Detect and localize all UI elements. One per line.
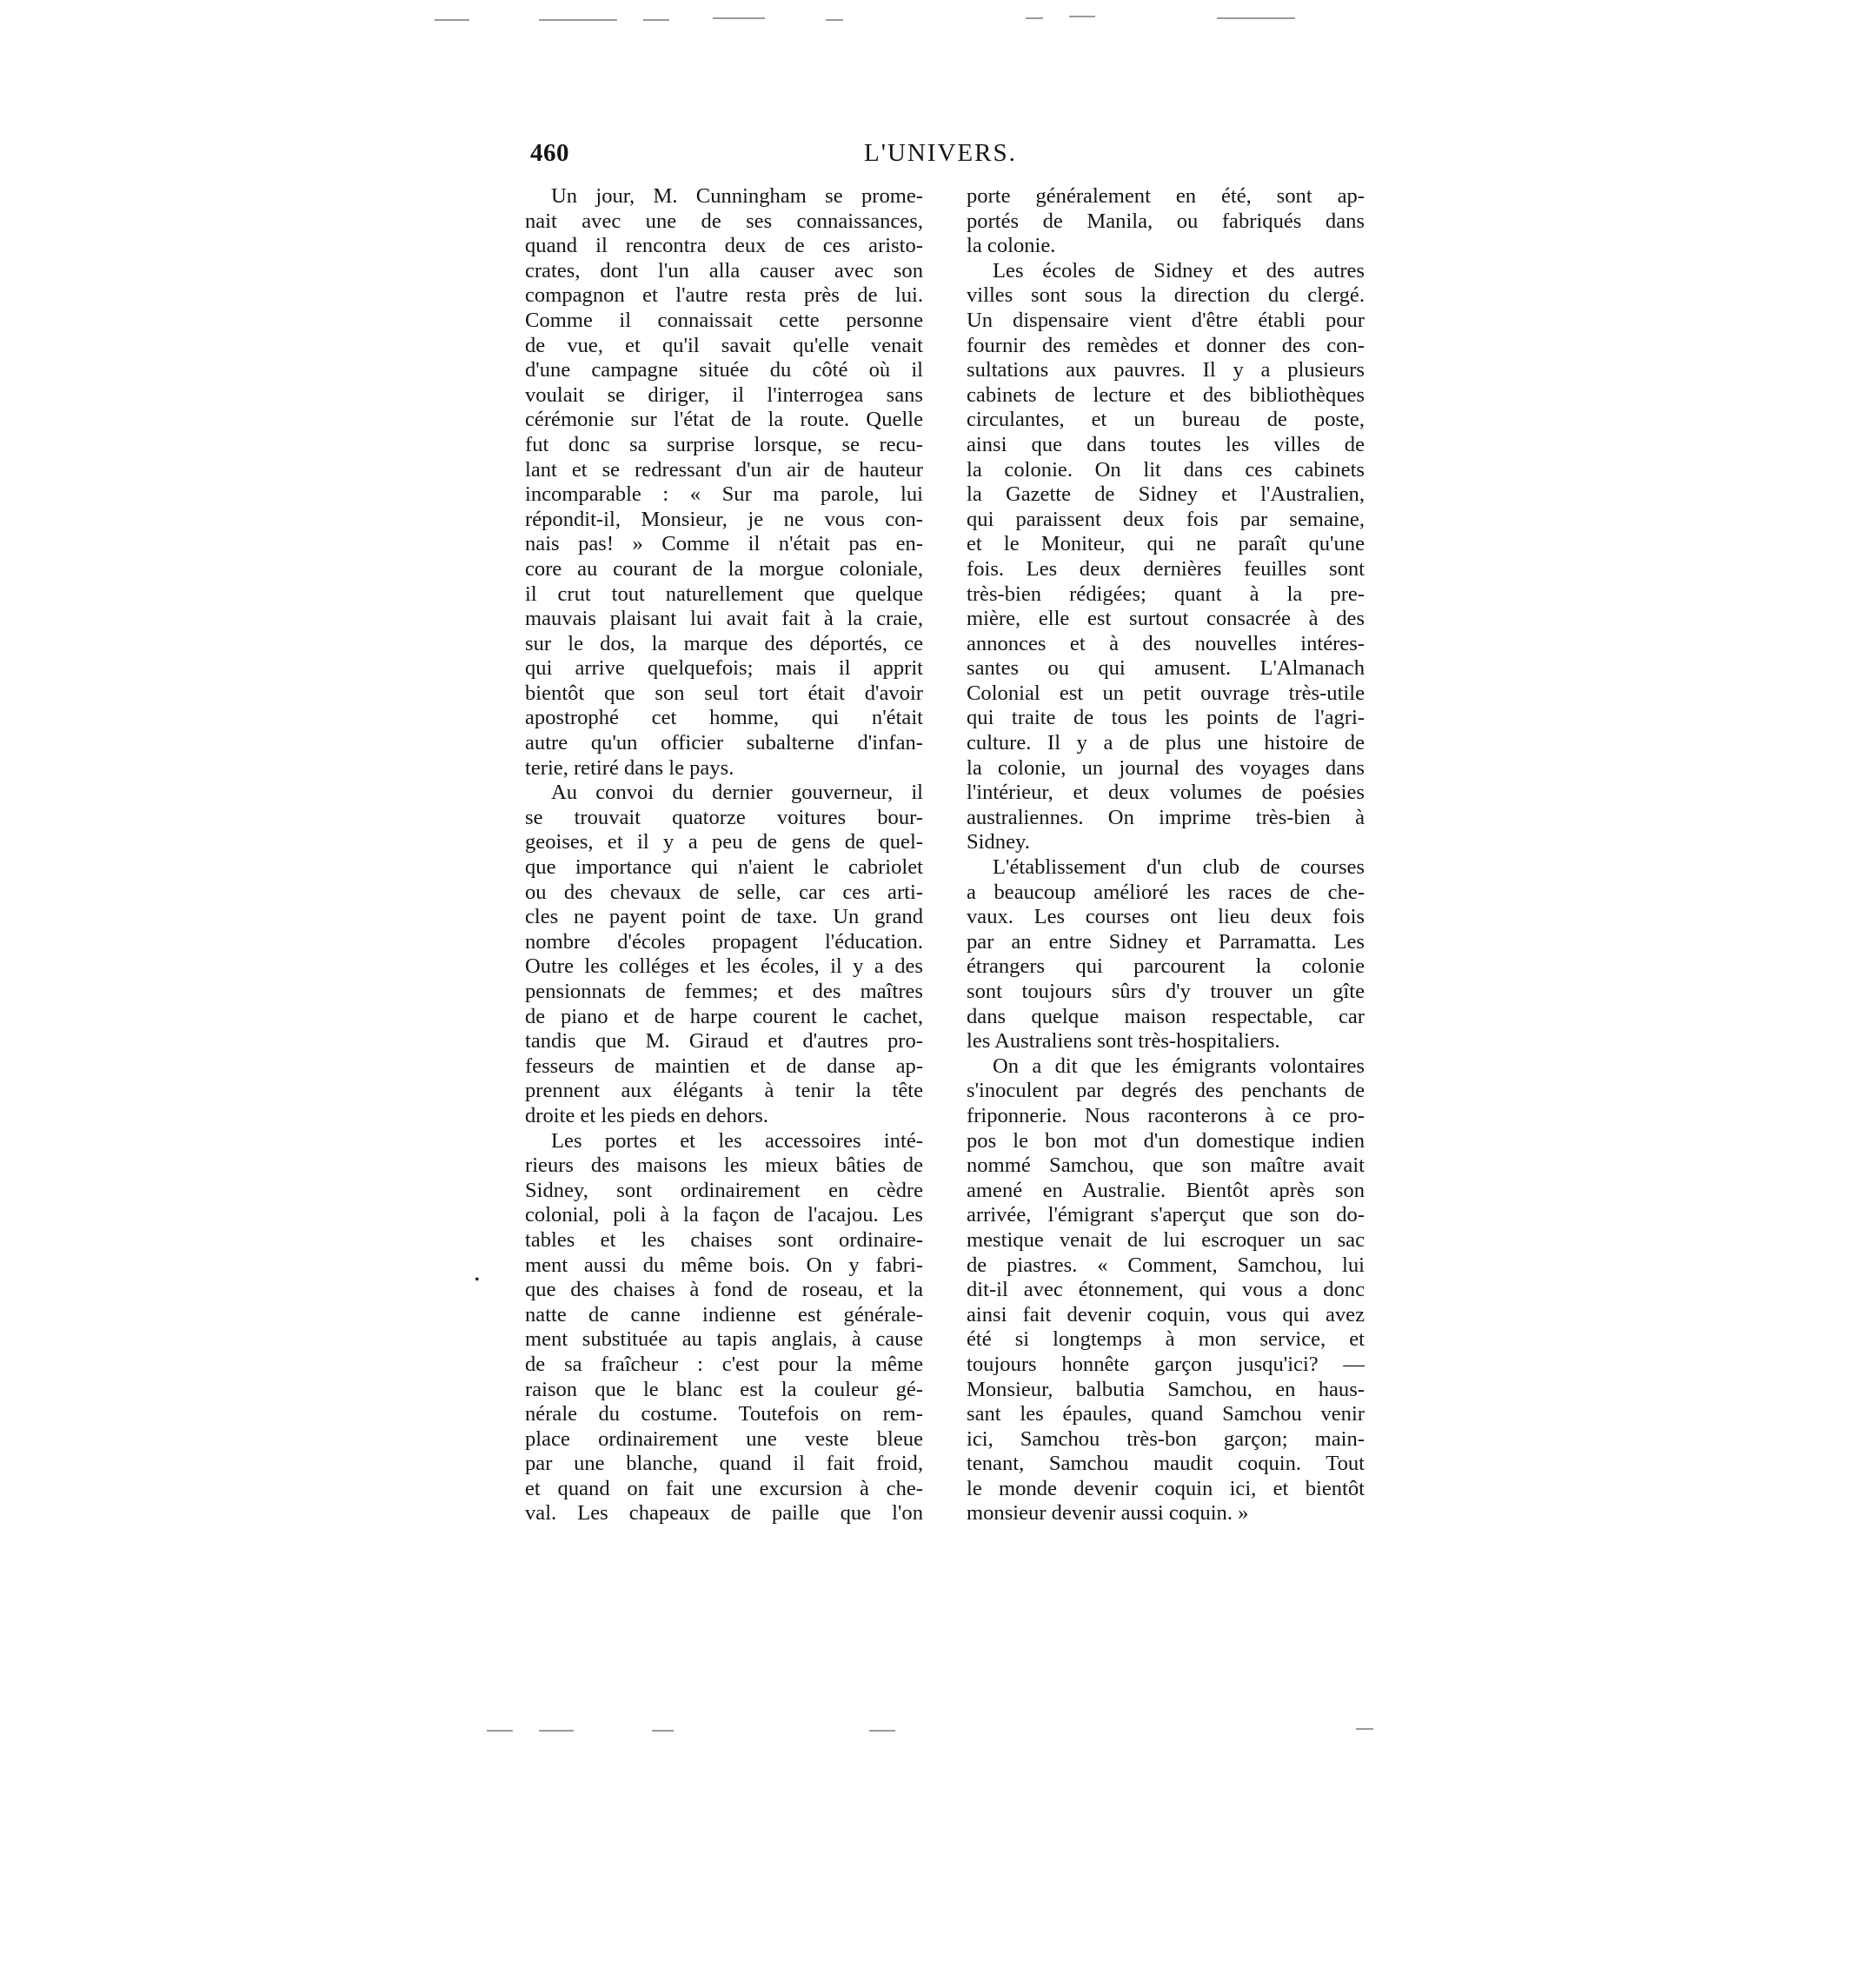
text-line: Colonial est un petit ouvrage très-utile: [967, 681, 1365, 705]
text-line: core au courant de la morgue coloniale,: [525, 556, 923, 581]
text-line: nais pas! » Comme il n'était pas en-: [525, 532, 923, 556]
text-line: val. Les chapeaux de paille que l'on: [525, 1501, 923, 1526]
text-line: villes sont sous la direction du clergé.: [967, 283, 1365, 308]
text-line: rieurs des maisons les mieux bâties de: [525, 1154, 923, 1178]
text-line: natte de canne indienne est générale-: [525, 1302, 923, 1326]
text-line: par an entre Sidney et Parramatta. Les: [967, 929, 1365, 954]
text-line: dans quelque maison respectable, car: [967, 1004, 1365, 1028]
scan-speck: [652, 1730, 674, 1732]
text-line: de sa fraîcheur : c'est pour la même: [525, 1352, 923, 1376]
text-line: très-bien rédigées; quant à la pre-: [967, 582, 1365, 606]
text-line: bientôt que son seul tort était d'avoir: [525, 681, 923, 705]
text-line: de piano et de harpe courent le cachet,: [525, 1004, 923, 1028]
text-line: arrivée, l'émigrant s'aperçut que son do-: [967, 1203, 1365, 1227]
text-line: tables et les chaises sont ordinaire-: [525, 1227, 923, 1252]
text-line: monsieur devenir aussi coquin. »: [967, 1501, 1249, 1526]
text-line: que des chaises à fond de roseau, et la: [525, 1278, 923, 1302]
text-line: cles ne payent point de taxe. Un grand: [525, 905, 923, 929]
text-line: australiennes. On imprime très-bien à: [967, 805, 1365, 829]
text-line: geoises, et il y a peu de gens de quel-: [525, 830, 923, 854]
scan-speck: [539, 1730, 574, 1732]
text-line: nérale du costume. Toutefois on rem-: [525, 1402, 923, 1426]
text-line: ou des chevaux de selle, car ces arti-: [525, 880, 923, 904]
text-line: d'une campagne située du côté où il: [525, 358, 923, 382]
text-line: a beaucoup amélioré les races de che-: [967, 880, 1365, 904]
text-line: porte généralement en été, sont ap-: [967, 184, 1365, 208]
text-line: tandis que M. Giraud et d'autres pro-: [525, 1029, 923, 1054]
text-line: circulantes, et un bureau de poste,: [967, 408, 1365, 432]
text-line: Les écoles de Sidney et des autres: [993, 258, 1365, 283]
text-line: nait avec une de ses connaissances,: [525, 209, 923, 233]
text-line: terie, retiré dans le pays.: [525, 755, 734, 780]
text-line: sultations aux pauvres. Il y a plusieurs: [967, 358, 1365, 382]
text-line: la colonie, un journal des voyages dans: [967, 755, 1365, 780]
text-line: Comme il connaissait cette personne: [525, 308, 923, 332]
text-line: vaux. Les courses ont lieu deux fois: [967, 905, 1365, 929]
text-line: toujours honnête garçon jusqu'ici? —: [967, 1352, 1365, 1376]
text-line: apostrophé cet homme, qui n'était: [525, 706, 923, 730]
text-line: annonces et à des nouvelles intéres-: [967, 631, 1365, 655]
text-line: qui arrive quelquefois; mais il apprit: [525, 656, 923, 681]
scan-speck: [539, 19, 617, 21]
scan-speck: [1069, 16, 1095, 17]
text-line: friponnerie. Nous raconterons à ce pro-: [967, 1103, 1365, 1127]
text-line: que importance qui n'aient le cabriolet: [525, 855, 923, 880]
text-line: Sidney.: [967, 830, 1030, 854]
text-line: sur le dos, la marque des déportés, ce: [525, 631, 923, 655]
text-line: culture. Il y a de plus une histoire de: [967, 731, 1365, 755]
text-line: fois. Les deux dernières feuilles sont: [967, 556, 1365, 581]
text-column-right: [967, 184, 1365, 1526]
margin-mark: •: [475, 1273, 480, 1287]
text-line: la Gazette de Sidney et l'Australien,: [967, 482, 1365, 507]
text-line: portés de Manila, ou fabriqués dans: [967, 209, 1365, 233]
text-line: par une blanche, quand il fait froid,: [525, 1452, 923, 1476]
text-line: et le Moniteur, qui ne paraît qu'une: [967, 532, 1365, 556]
running-title: L'UNIVERS.: [864, 139, 1017, 167]
text-line: la colonie.: [967, 234, 1056, 258]
text-line: nombre d'écoles propagent l'éducation.: [525, 929, 923, 954]
text-line: raison que le blanc est la couleur gé-: [525, 1377, 923, 1401]
text-line: s'inoculent par degrés des penchants de: [967, 1079, 1365, 1103]
scan-speck: [1026, 17, 1043, 19]
text-line: pos le bon mot d'un domestique indien: [967, 1128, 1365, 1153]
text-line: Les portes et les accessoires inté-: [551, 1128, 923, 1153]
text-line: dit-il avec étonnement, qui vous a donc: [967, 1278, 1365, 1302]
text-line: crates, dont l'un alla causer avec son: [525, 258, 923, 283]
text-line: qui paraissent deux fois par semaine,: [967, 507, 1365, 531]
text-line: compagnon et l'autre resta près de lui.: [525, 283, 923, 308]
text-line: et quand on fait une excursion à che-: [525, 1476, 923, 1500]
text-line: place ordinairement une veste bleue: [525, 1426, 923, 1451]
text-line: été si longtemps à mon service, et: [967, 1327, 1365, 1352]
text-line: mière, elle est surtout consacrée à des: [967, 607, 1365, 631]
text-line: ment substituée au tapis anglais, à cause: [525, 1327, 923, 1352]
scan-speck: [1356, 1728, 1373, 1730]
text-line: quand il rencontra deux de ces aristo-: [525, 234, 923, 258]
text-line: cérémonie sur l'état de la route. Quelle: [525, 408, 923, 432]
text-line: fesseurs de maintien et de danse ap-: [525, 1054, 923, 1078]
text-line: prennent aux élégants à tenir la tête: [525, 1079, 923, 1103]
text-line: ainsi fait devenir coquin, vous qui avez: [967, 1302, 1365, 1326]
scan-speck: [435, 19, 469, 21]
text-line: colonial, poli à la façon de l'acajou. Les: [525, 1203, 923, 1227]
text-line: l'intérieur, et deux volumes de poésies: [967, 781, 1365, 805]
text-line: sont toujours sûrs d'y trouver un gîte: [967, 980, 1365, 1003]
text-line: fut donc sa surprise lorsque, se recu-: [525, 432, 923, 456]
text-line: cabinets de lecture et des bibliothèques: [967, 382, 1365, 407]
scan-speck: [643, 19, 669, 21]
text-line: incomparable : « Sur ma parole, lui: [525, 482, 923, 507]
text-line: Au convoi du dernier gouverneur, il: [551, 781, 923, 805]
text-line: fournir des remèdes et donner des con-: [967, 333, 1365, 357]
text-line: Monsieur, balbutia Samchou, en haus-: [967, 1377, 1365, 1401]
text-line: Un dispensaire vient d'être établi pour: [967, 308, 1365, 332]
text-line: qui traite de tous les points de l'agri-: [967, 706, 1365, 730]
text-line: sant les épaules, quand Samchou venir: [967, 1402, 1365, 1426]
text-line: pensionnats de femmes; et des maîtres: [525, 980, 923, 1003]
text-line: mauvais plaisant lui avait fait à la craie,: [525, 607, 923, 631]
text-line: étrangers qui parcourent la colonie: [967, 954, 1365, 979]
text-line: ainsi que dans toutes les villes de: [967, 432, 1365, 456]
text-line: les Australiens sont très-hospitaliers.: [967, 1029, 1280, 1054]
text-line: ment aussi du même bois. On y fabri-: [525, 1253, 923, 1277]
text-line: lant et se redressant d'un air de hauteur: [525, 457, 923, 482]
text-line: répondit-il, Monsieur, je ne vous con-: [525, 507, 923, 531]
text-line: Outre les colléges et les écoles, il y a des: [525, 954, 923, 979]
page-header: [525, 139, 1377, 174]
text-line: santes ou qui amusent. L'Almanach: [967, 656, 1365, 681]
text-line: la colonie. On lit dans ces cabinets: [967, 457, 1365, 482]
text-line: Un jour, M. Cunningham se prome-: [551, 184, 923, 208]
text-line: autre qu'un officier subalterne d'infan-: [525, 731, 923, 755]
text-line: ici, Samchou très-bon garçon; main-: [967, 1426, 1365, 1451]
text-line: L'établissement d'un club de courses: [993, 855, 1365, 880]
page-number: 460: [530, 139, 569, 167]
text-line: de vue, et qu'il savait qu'elle venait: [525, 333, 923, 357]
text-line: nommé Samchou, que son maître avait: [967, 1154, 1365, 1178]
scan-speck: [713, 17, 765, 19]
text-line: il crut tout naturellement que quelque: [525, 582, 923, 606]
text-line: de piastres. « Comment, Samchou, lui: [967, 1253, 1365, 1277]
scan-speck: [826, 19, 843, 21]
scan-speck: [869, 1730, 895, 1732]
text-line: amené en Australie. Bientôt après son: [967, 1178, 1365, 1202]
text-column-left: [525, 184, 923, 1526]
text-line: se trouvait quatorze voitures bour-: [525, 805, 923, 829]
text-line: On a dit que les émigrants volontaires: [993, 1054, 1365, 1078]
text-line: le monde devenir coquin ici, et bientôt: [967, 1476, 1365, 1500]
text-line: droite et les pieds en dehors.: [525, 1103, 769, 1127]
text-line: voulait se diriger, il l'interrogea sans: [525, 382, 923, 407]
text-line: mestique venait de lui escroquer un sac: [967, 1227, 1365, 1252]
text-line: tenant, Samchou maudit coquin. Tout: [967, 1452, 1365, 1476]
text-line: Sidney, sont ordinairement en cèdre: [525, 1178, 923, 1202]
scan-speck: [487, 1730, 513, 1732]
scan-speck: [1217, 17, 1295, 19]
